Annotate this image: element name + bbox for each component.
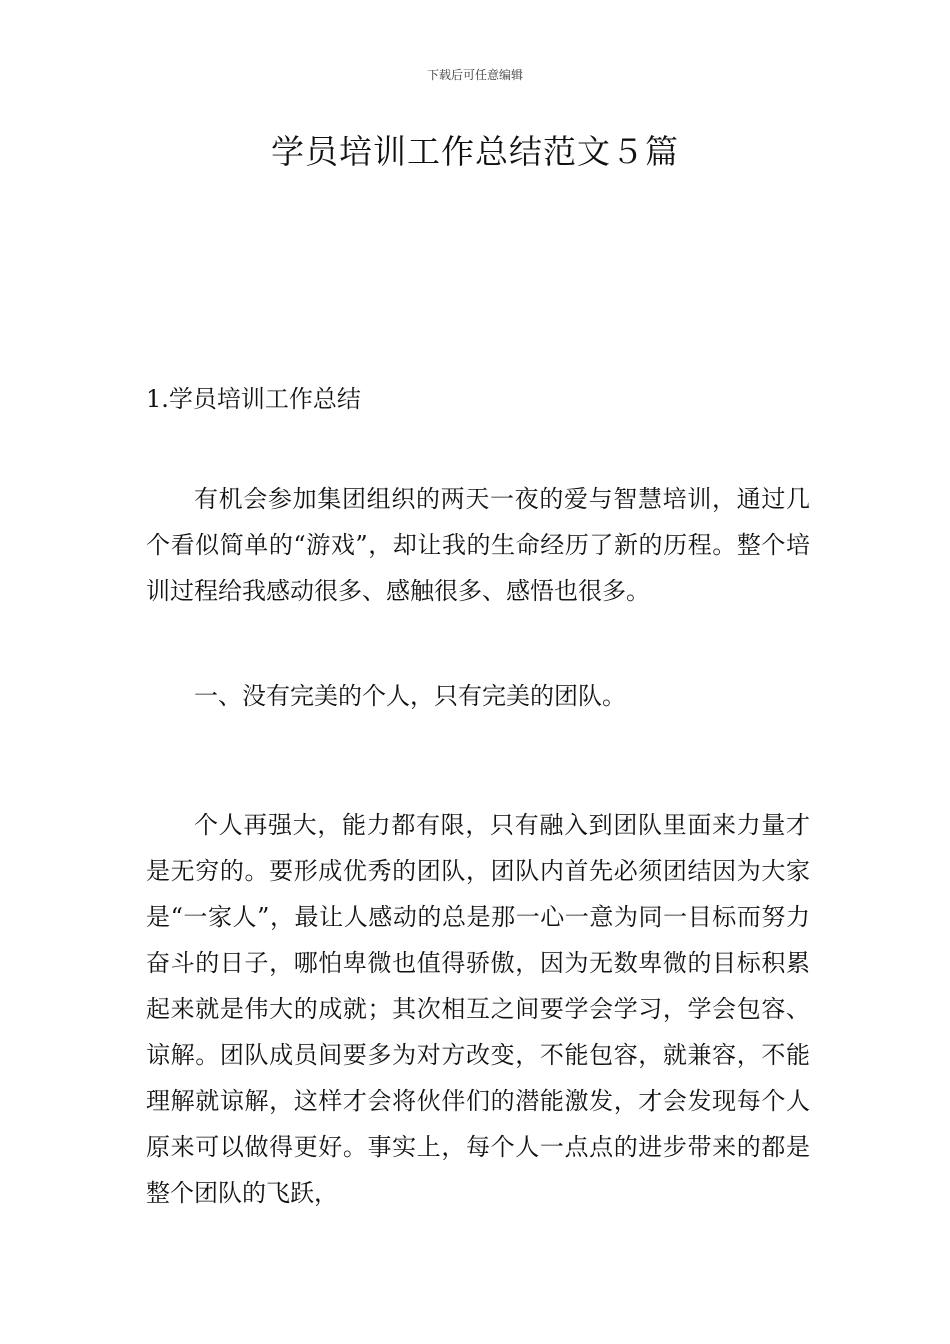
document-title: 学员培训工作总结范文５篇 (271, 132, 679, 171)
section-heading: 1.学员培训工作总结 (146, 385, 361, 413)
header-note: 下载后可任意编辑 (426, 68, 523, 82)
paragraph-point-one: 一、没有完美的个人，只有完美的团队。 (194, 682, 626, 710)
paragraph-intro: 有机会参加集团组织的两天一夜的爱与智慧培训，通过几个看似简单的“游戏”，却让我的生命经历了新的历程。整个培训过程给我感动很多、感触很多、感悟也很多。 (146, 485, 810, 605)
paragraph-body: 个人再强大，能力都有限，只有融入到团队里面来力量才是无穷的。要形成优秀的团队，团队内首先必须团结因为大家是“一家人”，最让人感动的总是那一心一意为同一目标而努力奋斗的日子，哪怕卑微也值得骄傲，因为无数卑微的目标积累起来就是伟大的成就；其次相互之间要学会学习，学会包容、谅解。团队成员间要多为对方改变，不能包容，就兼容，不能理解就谅解，这样才会将伙伴们的潜能激发，才会发现每个人原来可以做得更好。事实上，每个人一点点的进步带来的都是整个团队的飞跃， (146, 811, 810, 1207)
